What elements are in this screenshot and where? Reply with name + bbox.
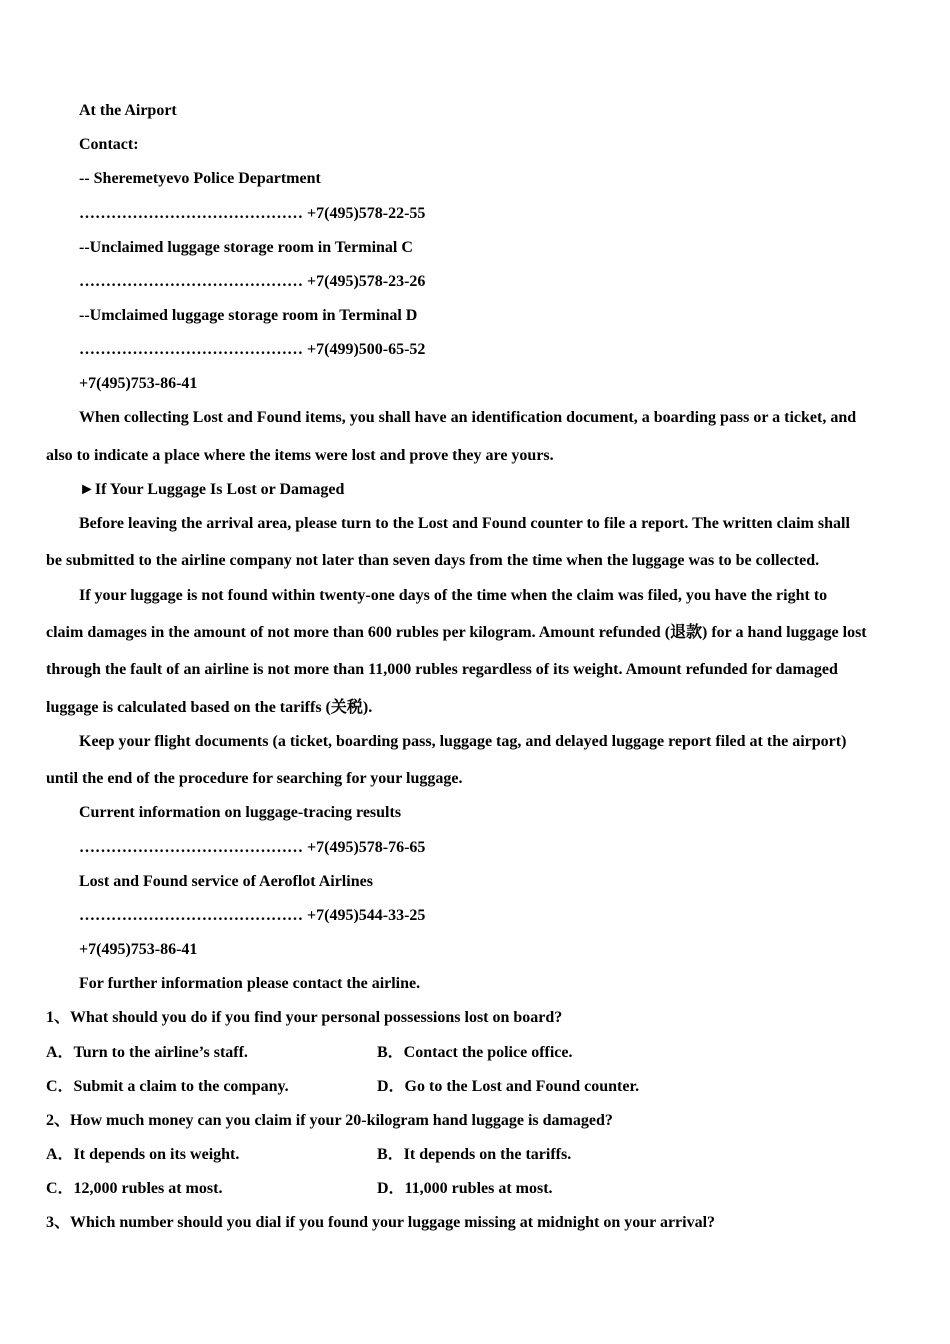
paragraph-line: also to indicate a place where the items were lost and prove they are yours. <box>46 447 554 464</box>
tracing-phone-leader: …………………………………… +7(495)578-76-65 <box>79 839 426 856</box>
answer-option: A．Turn to the airline’s staff. <box>46 1044 248 1061</box>
question-stem: 1、What should you do if you find your personal possessions lost on board? <box>46 1009 563 1026</box>
answer-option: D．11,000 rubles at most. <box>377 1180 553 1197</box>
contact-phone-leader: …………………………………… +7(495)578-23-26 <box>79 273 426 290</box>
paragraph-line: claim damages in the amount of not more than 600 rubles per kilogram. Amount refunded (退款) for a hand luggage lost <box>46 624 867 641</box>
paragraph-line: Before leaving the arrival area, please turn to the Lost and Found counter to file a report. The written claim shall <box>79 515 850 532</box>
paragraph-line: When collecting Lost and Found items, you shall have an identification document, a boarding pass or a ticket, and <box>79 409 857 426</box>
contact-name: -- Sheremetyevo Police Department <box>79 170 321 187</box>
aeroflot-label: Lost and Found service of Aeroflot Airlines <box>79 873 373 890</box>
paragraph-line: be submitted to the airline company not later than seven days from the time when the luggage was to be collected. <box>46 552 820 569</box>
answer-option: C．Submit a claim to the company. <box>46 1078 289 1095</box>
paragraph-line: through the fault of an airline is not more than 11,000 rubles regardless of its weight. Amount refunded for damaged <box>46 661 838 678</box>
paragraph-line: Keep your flight documents (a ticket, boarding pass, luggage tag, and delayed luggage report filed at the airport) <box>79 733 847 750</box>
extra-phone: +7(495)753-86-41 <box>79 375 198 392</box>
contact-name: --Umclaimed luggage storage room in Terminal D <box>79 307 418 324</box>
extra-phone: +7(495)753-86-41 <box>79 941 198 958</box>
aeroflot-phone-leader: …………………………………… +7(495)544-33-25 <box>79 907 426 924</box>
question-stem: 3、Which number should you dial if you found your luggage missing at midnight on your arrival? <box>46 1214 716 1231</box>
answer-option: C．12,000 rubles at most. <box>46 1180 223 1197</box>
contact-name: --Unclaimed luggage storage room in Terminal C <box>79 239 413 256</box>
further-info: For further information please contact the airline. <box>79 975 421 992</box>
answer-option: A．It depends on its weight. <box>46 1146 240 1163</box>
question-stem: 2、How much money can you claim if your 20-kilogram hand luggage is damaged? <box>46 1112 613 1129</box>
paragraph-line: until the end of the procedure for searching for your luggage. <box>46 770 463 787</box>
contact-label: Contact: <box>79 136 139 153</box>
contact-phone-leader: …………………………………… +7(495)578-22-55 <box>79 205 426 222</box>
subheading: ►If Your Luggage Is Lost or Damaged <box>79 481 345 498</box>
contact-phone-leader: …………………………………… +7(499)500-65-52 <box>79 341 426 358</box>
paragraph-line: luggage is calculated based on the tariffs (关税). <box>46 699 373 716</box>
section-title: At the Airport <box>79 102 177 119</box>
paragraph-line: If your luggage is not found within twenty-one days of the time when the claim was filed, you have the right to <box>79 587 828 604</box>
answer-option: D．Go to the Lost and Found counter. <box>377 1078 640 1095</box>
tracing-label: Current information on luggage-tracing results <box>79 804 402 821</box>
answer-option: B．It depends on the tariffs. <box>377 1146 572 1163</box>
answer-option: B．Contact the police office. <box>377 1044 573 1061</box>
